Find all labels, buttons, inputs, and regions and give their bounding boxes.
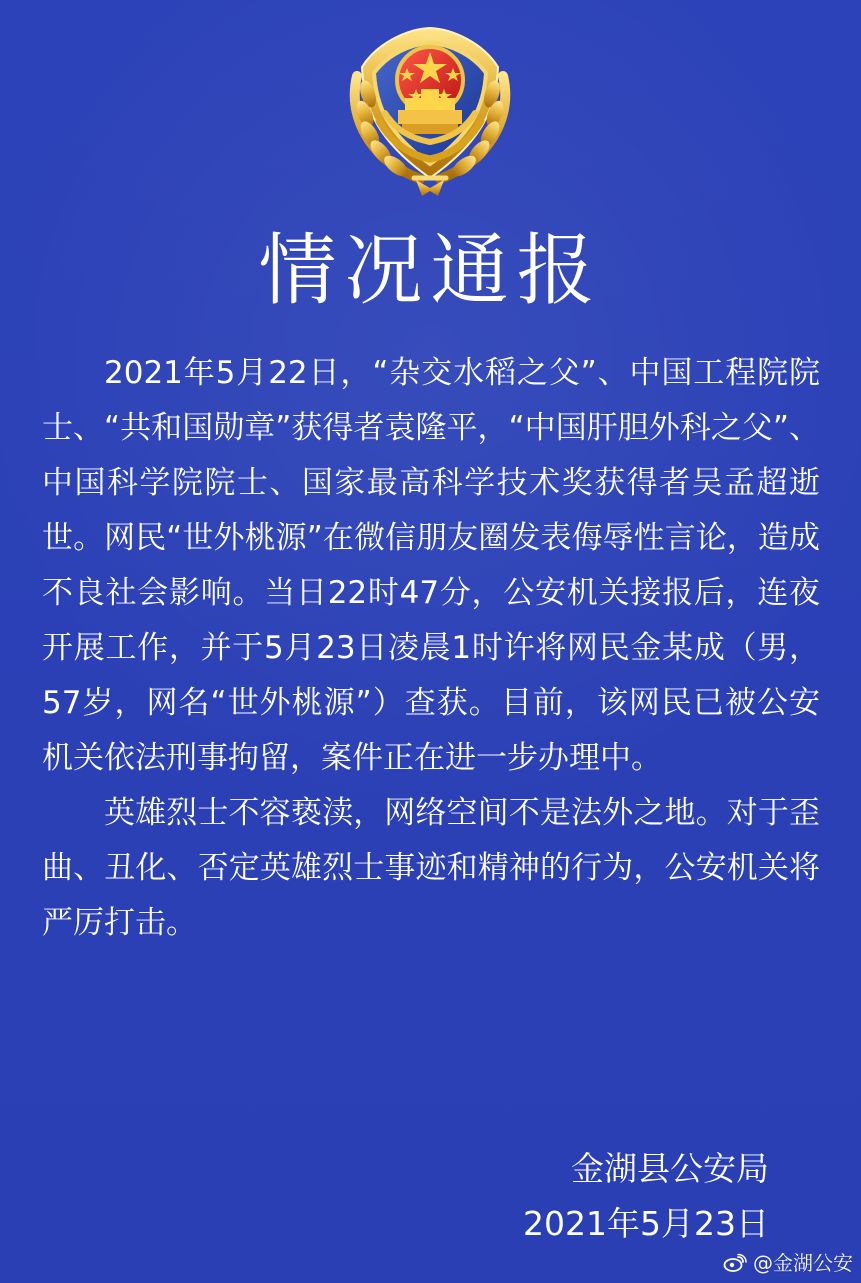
weibo-watermark: [723, 1251, 853, 1275]
notice-body: [42, 346, 820, 951]
notice-paragraph: 2021年5月22日，“杂交水稻之父”、中国工程院院士、“共和国勋章”获得者袁隆平，“中国肝胆外科之父”、中国科学院院士、国家最高科学技术奖获得者吴孟超逝世。网民“世外桃源”在微信朋友圈发表侮辱性言论，造成不良社会影响。当日22时47分，公安机关接报后，连夜开展工作，并于5月23日凌晨1时许将网民金某成（男，57岁，网名“世外桃源”）查获。目前，该网民已被公安机关依法刑事拘留，案件正在进一步办理中。: [42, 355, 820, 776]
watermark-text: @金湖公安: [753, 1251, 853, 1275]
issue-date: 2021年5月23日: [523, 1204, 769, 1243]
notice-title: 情况通报: [258, 226, 603, 316]
weibo-icon: [723, 1253, 747, 1273]
issuing-organization: 金湖县公安局: [571, 1149, 769, 1188]
notice-paragraph: 英雄烈士不容亵渎，网络空间不是法外之地。对于歪曲、丑化、否定英雄烈士事迹和精神的行为，公安机关将严厉打击。: [42, 795, 820, 941]
police-emblem-icon: [325, 10, 535, 200]
signature-block: [449, 1141, 769, 1251]
